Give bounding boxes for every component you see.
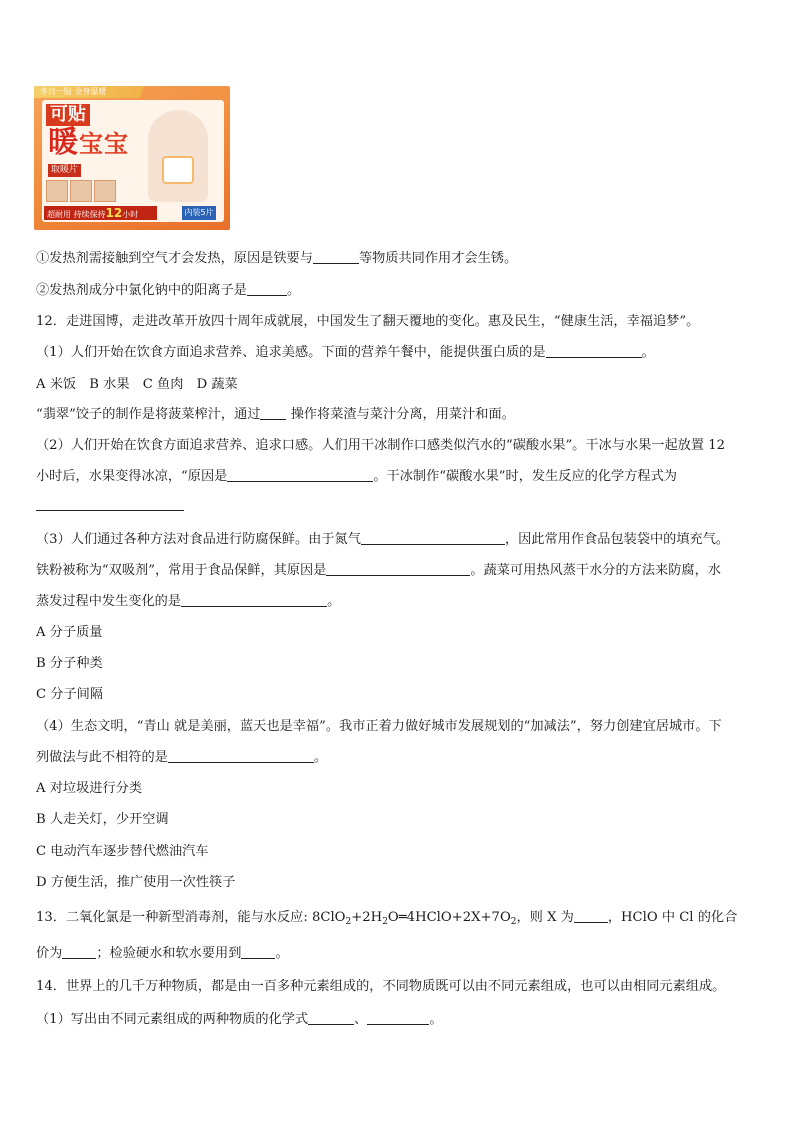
- usage-thumbnails: [46, 180, 116, 202]
- text: ，则 X 为: [516, 910, 574, 925]
- ribbon-text: 冬日一贴 全身温暖: [39, 87, 107, 96]
- q12-part4-option-b: B 人走关灯，少开空调: [36, 812, 169, 827]
- product-type-label: 取暖片: [48, 164, 81, 177]
- text: 价为: [36, 946, 63, 961]
- text: 13．二氧化氯是一种新型消毒剂，能与水反应: 8ClO: [36, 910, 346, 925]
- q12-part3-option-a: A 分子质量: [36, 625, 103, 640]
- q12-part3-line2: [36, 562, 721, 580]
- q12-part2-line2: [36, 468, 677, 486]
- duration-prefix: 超耐用 持续保持: [47, 210, 106, 219]
- answer-blank[interactable]: [313, 250, 359, 264]
- text: 。: [327, 594, 341, 609]
- duration-bar: [44, 206, 157, 220]
- text: 蒸发过程中发生变化的是: [36, 594, 182, 609]
- thumb-3: [94, 180, 116, 202]
- thumb-1: [46, 180, 68, 202]
- brand-char-1: 暖: [48, 125, 79, 160]
- subscript: 2: [345, 917, 352, 927]
- answer-blank[interactable]: [241, 945, 275, 959]
- text: ，因此常用作食品包装袋中的填充气。: [504, 532, 730, 547]
- q12-part3-option-c: C 分子间隔: [36, 687, 104, 702]
- text: 列做法与此不相符的是: [36, 750, 168, 765]
- line-1: [36, 250, 517, 268]
- hand-warmer-product-image: [34, 86, 230, 230]
- text: ；检验硬水和软水要用到: [96, 946, 242, 961]
- warmer-pad-icon: [162, 156, 194, 184]
- text: O═4HClO+2X+7O: [387, 910, 511, 925]
- answer-blank[interactable]: [168, 749, 314, 763]
- text: ①发热剂需接触到空气才会发热，原因是铁要与: [36, 251, 313, 266]
- q12-part2-line1: （2）人们开始在饮食方面追求营养、追求口感。人们用干冰制作口感类似汽水的“碳酸水果”。干冰与水果一起放置 12: [36, 438, 726, 453]
- q14-part1: [36, 1011, 443, 1029]
- answer-blank[interactable]: [227, 468, 373, 482]
- line-2: [36, 282, 300, 300]
- duration-hours: 12: [105, 206, 123, 220]
- q12-part2-line3: [36, 497, 184, 515]
- brand-char-2: 宝: [79, 130, 104, 158]
- text: （3）人们通过各种方法对食品进行防腐保鲜。由于氮气: [36, 532, 361, 547]
- text: 。: [287, 283, 301, 298]
- text: +2H: [351, 910, 383, 925]
- answer-blank[interactable]: [546, 344, 642, 358]
- answer-blank[interactable]: [62, 945, 96, 959]
- promo-ribbon: [34, 86, 144, 98]
- q12-part1: [36, 344, 655, 362]
- q12-part3-line3: [36, 593, 340, 611]
- answer-blank[interactable]: [181, 593, 327, 607]
- q12-part3-option-b: B 分子种类: [36, 656, 103, 671]
- text: （1）人们开始在饮食方面追求营养、追求美感。下面的营养午餐中，能提供蛋白质的是: [36, 345, 546, 360]
- subscript: 2: [510, 917, 517, 927]
- text: 。: [641, 345, 655, 360]
- question-14: 14．世界上的几千万种物质，都是由一百多种元素组成的，不同物质既可以由不同元素组成，也可以由相同元素组成。: [36, 979, 726, 994]
- question-13-line1: [36, 909, 737, 927]
- subscript: 2: [382, 917, 388, 927]
- q12-part4-option-d: D 方便生活，推广使用一次性筷子: [36, 875, 236, 890]
- q12-part1-options: A 米饭 B 水果 C 鱼肉 D 蔬菜: [36, 377, 238, 392]
- text: 小时后，水果变得冰凉，“原因是: [36, 469, 228, 484]
- answer-blank[interactable]: [367, 1011, 429, 1025]
- answer-blank[interactable]: [574, 909, 608, 923]
- text: “翡翠”饺子的制作是将菠菜榨汁，通过: [36, 407, 261, 422]
- question-13-line2: [36, 945, 289, 963]
- pack-count-badge: 内装5片: [182, 206, 216, 220]
- answer-blank[interactable]: [361, 531, 505, 545]
- answer-blank[interactable]: [308, 1011, 354, 1025]
- brand-name: [48, 126, 129, 161]
- brand-char-3: 宝: [104, 130, 129, 158]
- q12-part4-line1: （4）生态文明，“青山 就是美丽，蓝天也是幸福”。我市正着力做好城市发展规划的“加减法”，努力创建宜居城市。下: [36, 719, 722, 734]
- text: ②发热剂成分中氯化钠中的阳离子是: [36, 283, 247, 298]
- q12-part3-line1: [36, 531, 729, 549]
- text: 、: [354, 1012, 368, 1027]
- text: 。: [313, 750, 328, 765]
- answer-blank[interactable]: [326, 562, 470, 576]
- answer-blank[interactable]: [247, 282, 287, 296]
- text: 操作将菜渣与菜汁分离，用菜汁和面。: [290, 407, 515, 422]
- q12-part4-option-a: A 对垃圾进行分类: [36, 781, 143, 796]
- text: （1）写出由不同元素组成的两种物质的化学式: [36, 1012, 309, 1027]
- q12-jiaozi: [36, 406, 515, 424]
- text: 等物质共同作用才会生锈。: [358, 251, 518, 266]
- brand-top-label: 可贴: [46, 104, 90, 126]
- question-12: 12．走进国博，走进改革开放四十周年成就展，中国发生了翻天覆地的变化。惠及民生，“健康生活，幸福追梦”。: [36, 314, 700, 329]
- text: 。干冰制作“碳酸水果”时，发生反应的化学方程式为: [373, 469, 677, 484]
- answer-blank[interactable]: [260, 406, 286, 420]
- text: 铁粉被称为“双吸剂”，常用于食品保鲜，其原因是: [36, 563, 327, 578]
- text: 。蔬菜可用热风蒸干水分的方法来防腐，水: [470, 563, 721, 578]
- text: 。: [275, 946, 289, 961]
- text: 。: [429, 1012, 443, 1027]
- answer-blank[interactable]: [36, 497, 184, 511]
- q12-part4-line2: [36, 749, 327, 767]
- text: ，HClO 中 Cl 的化合: [607, 910, 738, 925]
- q12-part4-option-c: C 电动汽车逐步替代燃油汽车: [36, 844, 209, 859]
- duration-suffix: 小时: [122, 210, 139, 219]
- thumb-2: [70, 180, 92, 202]
